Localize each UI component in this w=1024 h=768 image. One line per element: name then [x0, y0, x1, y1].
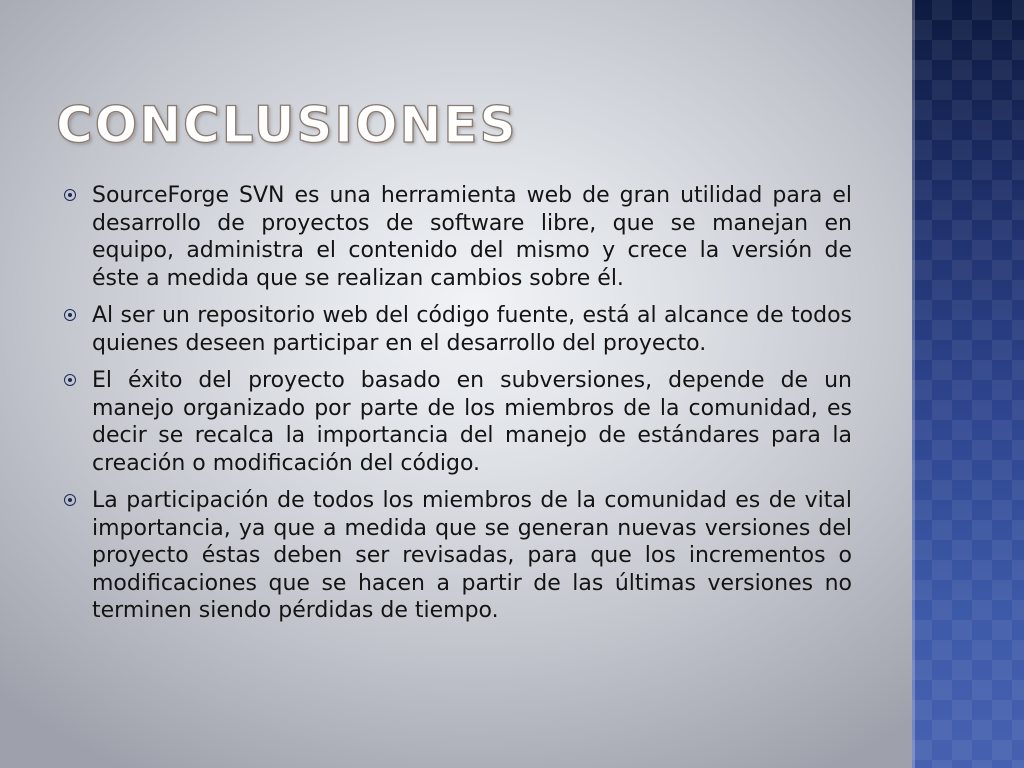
circle-dot-bullet-icon — [64, 189, 76, 201]
bullet-item — [64, 367, 852, 477]
side-band-edge — [912, 0, 915, 768]
bullet-text: SourceForge SVN es una herramienta web de gran utilidad para el desarrollo de proyectos de software libre, que se manejan en equipo, administra el contenido del mismo y crece la versión de éste a medida que se realizan cambios sobre él. — [92, 183, 852, 291]
bullet-text: El éxito del proyecto basado en subversiones, depende de un manejo organizado por parte de los miembros de la comunidad, es decir se recalca la importancia del manejo de estándares para la creación o modificación del código. — [92, 368, 852, 476]
slide-title: CONCLUSIONES — [56, 96, 518, 154]
diamond-pattern — [912, 0, 1024, 768]
bullet-item — [64, 182, 852, 292]
bullet-list — [64, 182, 852, 635]
circle-dot-bullet-icon — [64, 494, 76, 506]
bullet-item — [64, 487, 852, 625]
bullet-text: Al ser un repositorio web del código fuente, está al alcance de todos quienes deseen participar en el desarrollo del proyecto. — [92, 303, 852, 356]
circle-dot-bullet-icon — [64, 374, 76, 386]
decorative-side-band — [912, 0, 1024, 768]
circle-dot-bullet-icon — [64, 309, 76, 321]
bullet-text: La participación de todos los miembros de la comunidad es de vital importancia, ya que a medida que se generan nuevas versiones del proyecto éstas deben ser revisadas, para que los incrementos o modificaciones que se hacen a partir de las últimas versiones no terminen siendo pérdidas de tiempo. — [92, 488, 852, 623]
bullet-item — [64, 302, 852, 357]
